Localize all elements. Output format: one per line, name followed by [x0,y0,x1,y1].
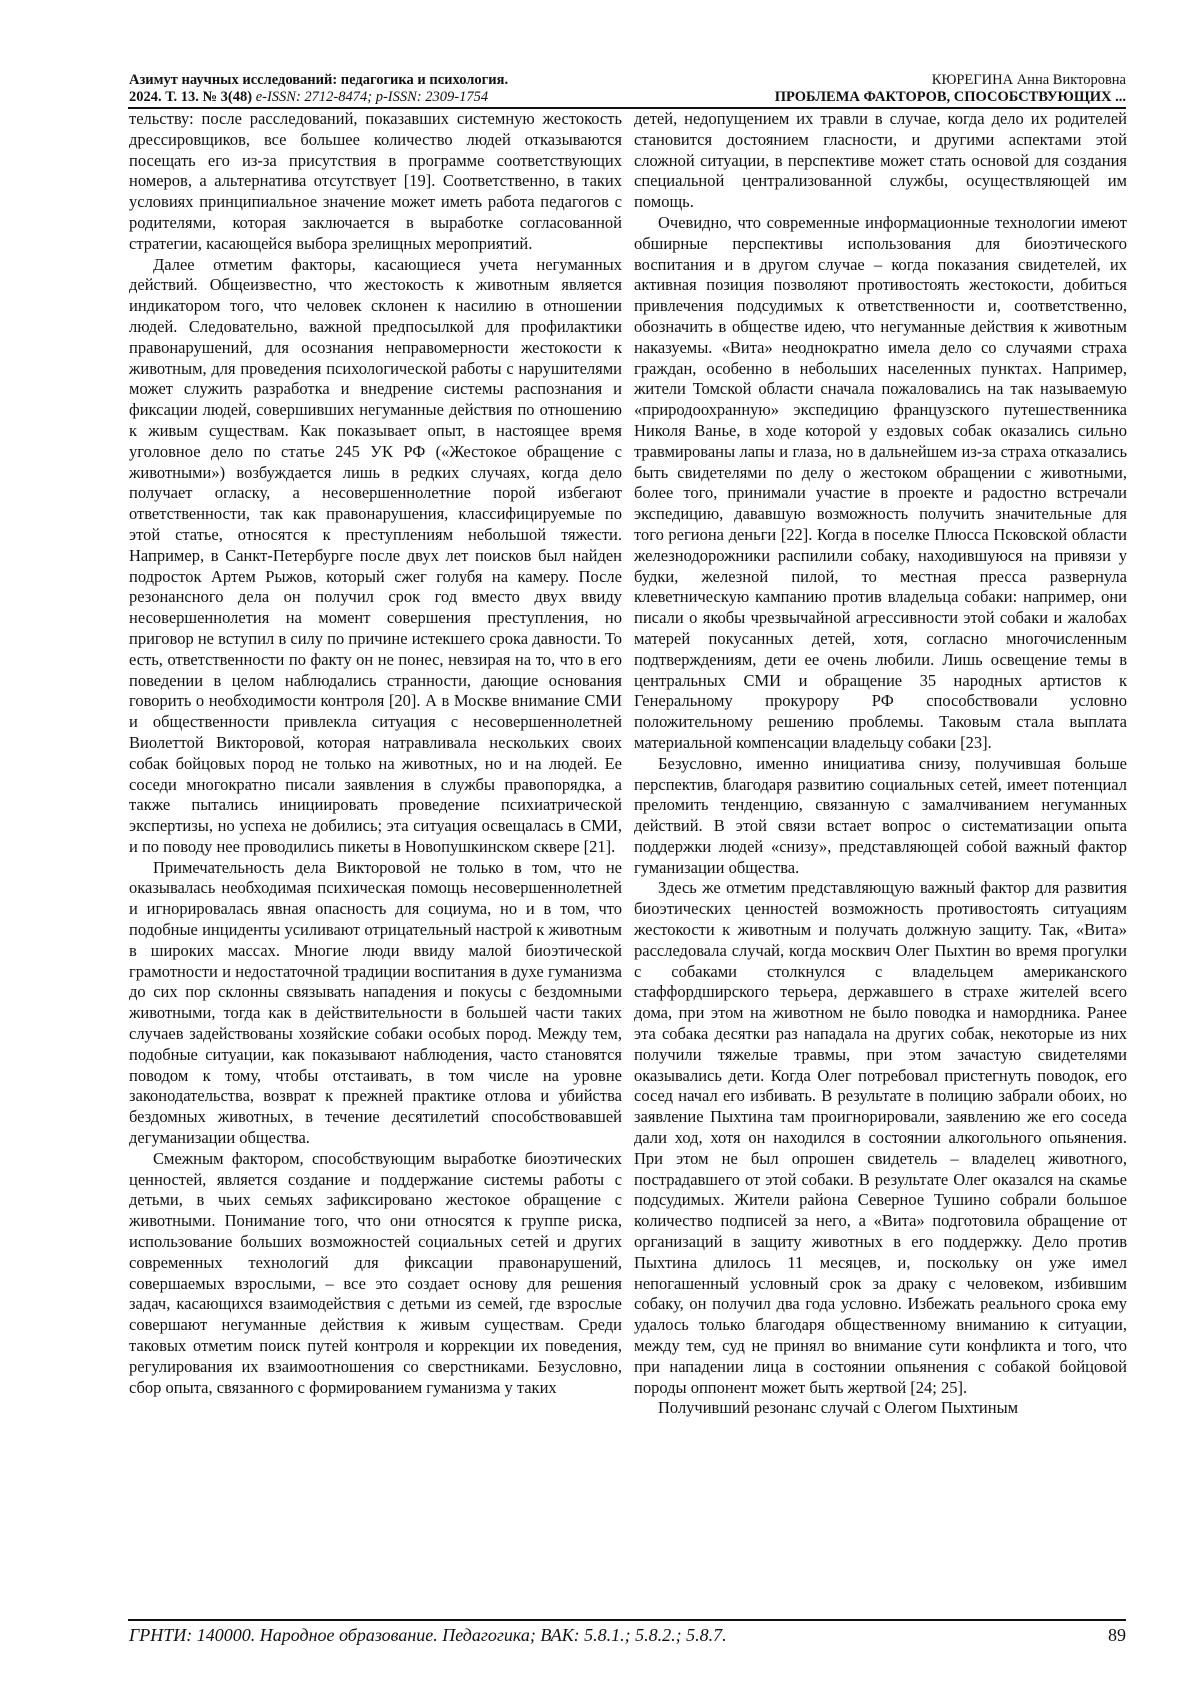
paragraph: Примечательность дела Викторовой не только в том, что не оказывалась необходимая психическая помощь несовершеннолетней и игнорировалась явная опасность для социума, но и в том, что подобные инциденты усиливают отрицательный настрой к животным в широких массах. Многие люди ввиду малой биоэтической грамотности и недостаточной традиции воспитания в духе гуманизма до сих пор склонны связывать нападения и покусы с бездомными животными, тогда как в действительности в большей части таких случаев задействованы хозяйские собаки особых пород. Между тем, подобные ситуации, как показывают наблюдения, часто становятся поводом к тому, чтобы отстаивать, в том числе на уровне законодательства, возврат к прежней практике отлова и убийства бездомных животных, в течение десятилетий способствовавшей дегуманизации общества. [129,857,622,1148]
paragraph: Очевидно, что современные информационные технологии имеют обширные перспективы использования для биоэтического воспитания и в другом случае – когда показания свидетелей, их активная позиция позволяют противостоять жестокости, добиться привлечения подсудимых к ответственности и, соответственно, обозначить в обществе идею, что негуманные действия к животным наказуемы. «Вита» неоднократно имела дело со случаями страха граждан, особенно в небольших населенных пунктах. Например, жители Томской области сначала пожаловались на так называемую «природоохранную» экспедицию французского путешественника Николя Ванье, в ходе которой у ездовых собак оказались сильно травмированы лапы и глаза, но в дальнейшем из-за страха отказались быть свидетелями по делу о жестоком обращении с животными, более того, принимали участие в проекте и радостно встречали экспедицию, дававшую возможность получить значительные для того региона деньги [22]. Когда в поселке Плюсса Псковской области железнодорожники распилили собаку, находившуюся на привязи у будки, железной пилой, то местная пресса развернула клеветническую кампанию против владельца собаки: например, они писали о якобы чрезвычайной агрессивности этой собаки и жалобах матерей покусанных детей, хотя, согласно многочисленным подтверждениям, дети ее очень любили. Лишь освещение темы в центральных СМИ и обращение 35 народных артистов к Генеральному прокурору РФ способствовали условно положительному решению проблемы. Таковым стала выплата материальной компенсации владельцу собаки [23]. [634,212,1127,752]
footer-divider [128,1619,1126,1621]
paragraph: Смежным фактором, способствующим выработке биоэтических ценностей, является создание и поддержание системы работы с детьми, в чьих семьях зафиксировано жестокое обращение с животными. Понимание того, что они относятся к группе риска, использование больших возможностей социальных сетей и других современных технологий для фиксации правонарушений, совершаемых взрослыми, – все это создает основу для решения задач, касающихся взаимодействия с детьми из семей, где взрослые совершают негуманные действия к живым существам. Среди таковых отметим поиск путей контроля и коррекции их поведения, регулирования их взаимоотношения со сверстниками. Безусловно, сбор опыта, связанного с формированием гуманизма у таких [129,1148,622,1397]
paragraph: Получивший резонанс случай с Олегом Пыхтиным [658,1398,1019,1418]
journal-header [129,72,689,106]
paragraph: детей, недопущением их травли в случае, когда дело их родителей становится достоянием гласности, и другими аспектами этой сложной ситуации, в перспективе может стать основой для создания специальной централизованной службы, осуществляющей им помощь. [634,109,1127,212]
journal-issue-line [129,89,689,106]
article-header [646,72,1126,106]
journal-issn: e-ISSN: 2712-8474; p-ISSN: 2309-1754 [255,89,489,105]
article-author: КЮРЕГИНА Анна Викторовна [931,72,1126,88]
footer-classification: ГРНТИ: 140000. Народное образование. Педагогика; ВАК: 5.8.1.; 5.8.2.; 5.8.7. [129,1625,727,1645]
journal-title: Азимут научных исследований: педагогика и психология. [129,72,509,88]
left-column [129,109,622,1614]
article-running-title: ПРОБЛЕМА ФАКТОРОВ, СПОСОБСТВУЮЩИХ ... [774,89,1126,105]
paragraph: Здесь же отметим представляющую важный фактор для развития биоэтических ценностей возможность противостоять ситуациям жестокости к животным и получать должную защиту. Так, «Вита» расследовала случай, когда москвич Олег Пыхтин во время прогулки с собаками столкнулся с владельцем американского стаффордширского терьера, державшего в страхе жителей всего дома, при этом на животном не было поводка и намордника. Ранее эта собака десятки раз нападала на других собак, некоторые из них получили тяжелые травмы, при этом зачастую свидетелями оказывались дети. Когда Олег потребовал пристегнуть поводок, его сосед начал его избивать. В результате в полицию забрали обоих, но заявление Пыхтина там проигнорировали, заявлению же его соседа дали ход, хотя он находился в состоянии алкогольного опьянения. При этом не был опрошен свидетель – владелец животного, пострадавшего от этой собаки. В результате Олег оказался на скамье подсудимых. Жители района Северное Тушино собрали большое количество подписей за него, а «Вита» подготовила обращение от организаций в защиту животных в его поддержку. Дело против Пыхтина длилось 11 месяцев, и, поскольку он уже имел непогашенный условный срок за драку с человеком, избившим собаку, он получил два года условно. Избежать реального срока ему удалось только благодаря общественному вниманию к ситуации, между тем, суд не принял во внимание сути конфликта и того, что при нападении лица в состоянии опьянения с собакой бойцовой породы оппонент может быть жертвой [24; 25]. [634,878,1127,1397]
paragraph: тельству: после расследований, показавших системную жестокость дрессировщиков, все большее количество людей отказываются посещать его из-за присутствия в программе соответствующих номеров, а альтернатива отсутствует [19]. Соответственно, в таких условиях принципиальное значение может иметь работа педагогов с родителями, которая заключается в выработке согласованной стратегии, касающейся выбора зрелищных мероприятий. [129,109,622,253]
page-number: 89 [1108,1625,1126,1645]
paragraph: Безусловно, именно инициатива снизу, получившая больше перспектив, благодаря развитию социальных сетей, имеет потенциал преломить тенденцию, связанную с замалчиванием негуманных действий. В этой связи встает вопрос о систематизации опыта поддержки людей «снизу», представляющей собой важный фактор гуманизации общества. [634,753,1127,877]
right-column [634,109,1127,1614]
journal-issue: 2024. Т. 13. № 3(48) [129,89,253,105]
paragraph: Далее отметим факторы, касающиеся учета негуманных действий. Общеизвестно, что жестокость к животным является индикатором того, что человек склонен к насилию в отношении людей. Следовательно, важной предпосылкой для профилактики правонарушений, для осознания неправомерности жестокости к животным, для проведения психологической работы с нарушителями может служить разработка и внедрение системы распознания и фиксации людей, совершивших негуманные действия по отношению к живым существам. Как показывает опыт, в настоящее время уголовное дело по статье 245 УК РФ («Жестокое обращение с животными») возбуждается лишь в редких случаях, когда дело получает огласку, а несовершеннолетние порой избегают ответственности, так как правонарушения, классифицируемые по этой статье, относятся к преступлениям небольшой тяжести. Например, в Санкт-Петербурге после двух лет поисков был найден подросток Артем Рыжов, который сжег голубя на камеру. После резонансного дела он получил срок год вместо двух ввиду несовершеннолетия на момент совершения преступления, но приговор не вступил в силу по причине истекшего срока давности. То есть, ответственности по факту он не понес, невзирая на то, что в его поведении в целом наблюдались странности, дающие основания говорить о необходимости контроля [20]. А в Москве внимание СМИ и общественности привлекла ситуация с несовершеннолетней Виолеттой Викторовой, которая натравливала нескольких своих собак бойцовых пород не только на животных, но и на людей. Ее соседи многократно писали заявления в службы правопорядка, а также пытались инициировать проведение психиатрической экспертизы, но успеха не добились; эта ситуация освещалась в СМИ, и по поводу нее проводились пикеты в Новопушкинском сквере [21]. [129,254,622,856]
